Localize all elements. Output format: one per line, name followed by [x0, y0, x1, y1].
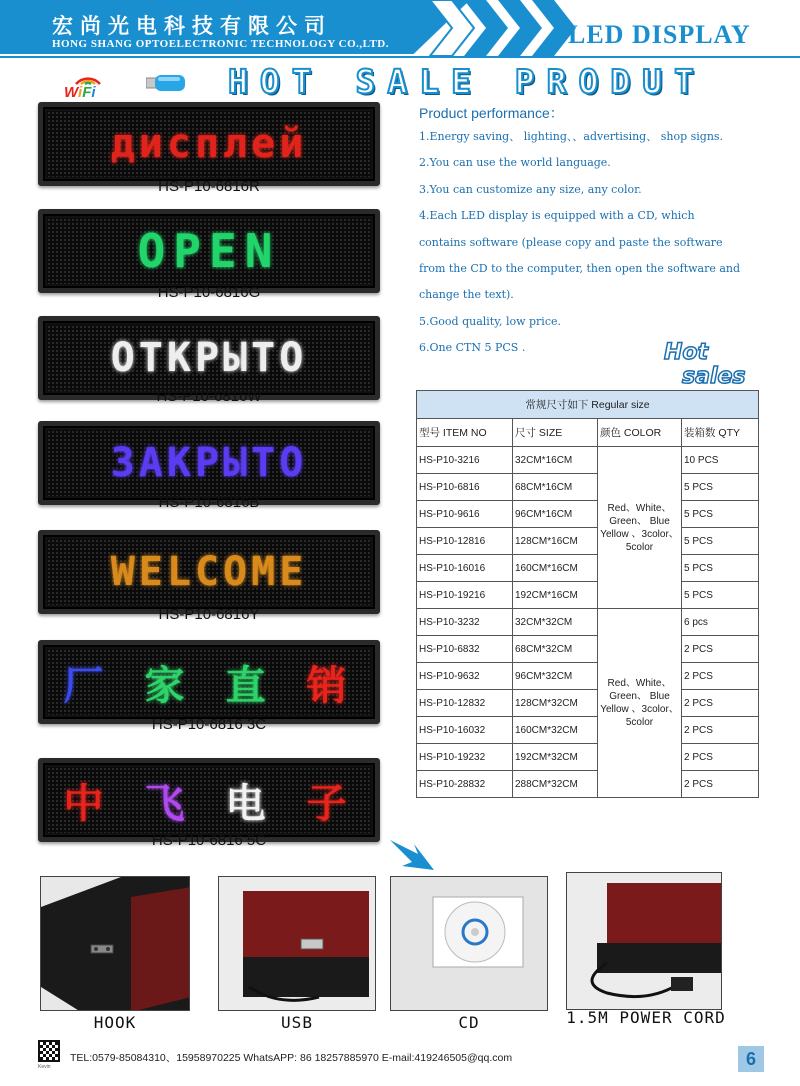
table-row [417, 474, 759, 501]
size-cell: 192CM*32CM [513, 744, 598, 771]
size-cell: 96CM*32CM [513, 663, 598, 690]
size-cell: 160CM*32CM [513, 717, 598, 744]
contact-info: TEL:0579-85084310、15958970225 WhatsAPP: 86 18257885970 E-mail:419246505@qq.com [70, 1052, 513, 1064]
performance-list [419, 124, 779, 362]
led-panel [38, 640, 380, 724]
performance-line: change the text). [419, 288, 514, 302]
table-title: 常规尺寸如下 Regular size [417, 391, 759, 419]
led-panel-model: HS-P10-6816 3C [151, 716, 267, 733]
qty-cell: 2 PCS [682, 717, 759, 744]
led-panel-screen [47, 649, 371, 715]
led-panel-screen [47, 218, 371, 284]
led-panel-screen [47, 767, 371, 833]
qty-cell: 10 PCS [682, 447, 759, 474]
size-cell: 192CM*16CM [513, 582, 598, 609]
size-cell: 96CM*16CM [513, 501, 598, 528]
item-cell: HS-P10-3232 [417, 609, 513, 636]
wifi-icon [64, 70, 110, 102]
table-row [417, 447, 759, 474]
badge-word-hot: Hot [664, 340, 709, 365]
led-panel-screen [47, 325, 371, 391]
item-cell: HS-P10-28832 [417, 771, 513, 798]
qr-caption: Kevin [38, 1064, 51, 1070]
qty-cell: 5 PCS [682, 501, 759, 528]
regular-size-table [416, 390, 759, 798]
led-panel-model: HS-P10-6816G [157, 284, 261, 301]
table-row [417, 582, 759, 609]
table-row [417, 528, 759, 555]
performance-line: 1.Energy saving、 lighting、、advertising、 shop signs. [419, 130, 724, 143]
qty-cell: 5 PCS [682, 474, 759, 501]
led-panel [38, 421, 380, 505]
table-row [417, 717, 759, 744]
cd-photo [390, 876, 548, 1011]
color-cell: Red、White、Green、 Blue Yellow 、3color、5color [598, 447, 682, 609]
item-cell: HS-P10-12832 [417, 690, 513, 717]
color-cell: Red、White、Green、 Blue Yellow 、3color、5color [598, 609, 682, 798]
led-panel-text: WELCOME [110, 549, 308, 595]
performance-line: 6.One CTN 5 PCS . [419, 341, 526, 355]
performance-line: 4.Each LED display is equipped with a CD, which [419, 209, 695, 223]
table-row [417, 555, 759, 582]
led-display-title: LED DISPLAY [568, 20, 751, 49]
power-cord-photo [566, 872, 722, 1010]
qty-cell: 5 PCS [682, 555, 759, 582]
company-name-en: HONG SHANG OPTOELECTRONIC TECHNOLOGY CO.,LTD. [52, 38, 389, 50]
table-row [417, 636, 759, 663]
led-panel-model: HS-P10-6816R [158, 178, 260, 195]
led-panel-char: 厂 [63, 662, 112, 709]
usb-photo [218, 876, 376, 1011]
qr-code [38, 1040, 60, 1062]
table-row [417, 744, 759, 771]
table-row [417, 663, 759, 690]
table-row [417, 690, 759, 717]
led-panel-text: дисплей [110, 121, 308, 167]
led-panel-model: HS-P10-6816 5C [151, 832, 267, 849]
led-panel-char: 中 [63, 780, 112, 827]
led-panel [38, 530, 380, 614]
size-cell: 288CM*32CM [513, 771, 598, 798]
led-panel-char: 销 [306, 662, 355, 709]
qty-cell: 5 PCS [682, 582, 759, 609]
led-panel-model: HS-P10-6816W [156, 388, 262, 405]
item-cell: HS-P10-3216 [417, 447, 513, 474]
size-cell: 128CM*32CM [513, 690, 598, 717]
led-panel-model: HS-P10-6816Y [158, 606, 260, 623]
led-panel-screen [47, 111, 371, 177]
led-panel-char: 直 [225, 662, 274, 709]
performance-line: 5.Good quality, low price. [419, 314, 561, 328]
size-cell: 32CM*32CM [513, 609, 598, 636]
power-cord-label: 1.5M POWER CORD [566, 1008, 726, 1027]
led-panel [38, 758, 380, 842]
table-row [417, 609, 759, 636]
led-panel-text: OPEN [137, 224, 281, 278]
wifi-label: WiFi [64, 84, 96, 101]
item-cell: HS-P10-19232 [417, 744, 513, 771]
led-panel-char: 子 [306, 780, 355, 827]
column-header-qty: 装箱数 QTY [682, 419, 759, 447]
item-cell: HS-P10-6816 [417, 474, 513, 501]
performance-line: 2.You can use the world language. [419, 156, 611, 170]
qty-cell: 2 PCS [682, 771, 759, 798]
qty-cell: 2 PCS [682, 636, 759, 663]
size-cell: 128CM*16CM [513, 528, 598, 555]
qty-cell: 2 PCS [682, 663, 759, 690]
led-panel-char: 飞 [144, 780, 193, 827]
item-cell: HS-P10-6832 [417, 636, 513, 663]
chevron-arrows-icon [420, 0, 580, 56]
column-header-color: 颜色 COLOR [598, 419, 682, 447]
qty-cell: 5 PCS [682, 528, 759, 555]
hook-photo [40, 876, 190, 1011]
company-name-cn: 宏尚光电科技有限公司 [52, 14, 332, 38]
led-panel [38, 102, 380, 186]
item-cell: HS-P10-16016 [417, 555, 513, 582]
led-panel-text: ОТКРЫТО [110, 335, 308, 381]
performance-line: from the CD to the computer, then open the software and [419, 261, 741, 275]
item-cell: HS-P10-9632 [417, 663, 513, 690]
size-cell: 160CM*16CM [513, 555, 598, 582]
header [0, 0, 800, 60]
led-panel-screen [47, 539, 371, 605]
performance-title: Product performance： [419, 105, 564, 121]
size-cell: 32CM*16CM [513, 447, 598, 474]
page-number: 6 [738, 1046, 764, 1072]
qty-cell: 2 PCS [682, 744, 759, 771]
led-panel-text: ЗАКРЫТО [110, 440, 308, 486]
usb-label: USB [281, 1013, 313, 1032]
led-panel-char: 电 [225, 780, 274, 827]
qty-cell: 6 pcs [682, 609, 759, 636]
badge-word-sales: sales [682, 364, 746, 389]
table-row [417, 771, 759, 798]
item-cell: HS-P10-16032 [417, 717, 513, 744]
table-row [417, 501, 759, 528]
size-cell: 68CM*32CM [513, 636, 598, 663]
led-panel-screen [47, 430, 371, 496]
hook-label: HOOK [93, 1013, 137, 1032]
item-cell: HS-P10-19216 [417, 582, 513, 609]
led-panel-model: HS-P10-6816B [158, 494, 260, 511]
cd-label: CD [458, 1013, 480, 1032]
led-panel-char: 家 [144, 662, 193, 709]
performance-line: 3.You can customize any size, any color. [419, 182, 642, 196]
item-cell: HS-P10-9616 [417, 501, 513, 528]
header-divider [0, 56, 800, 58]
qty-cell: 2 PCS [682, 690, 759, 717]
column-header-item: 型号 ITEM NO [417, 419, 513, 447]
down-arrow-icon [388, 836, 438, 876]
item-cell: HS-P10-12816 [417, 528, 513, 555]
size-cell: 68CM*16CM [513, 474, 598, 501]
usb-stick-icon [146, 74, 186, 92]
led-panel [38, 209, 380, 293]
performance-line: contains software (please copy and paste the software [419, 235, 723, 249]
hot-sale-title: HOT SALE PRODUT [228, 62, 707, 101]
column-header-size: 尺寸 SIZE [513, 419, 598, 447]
